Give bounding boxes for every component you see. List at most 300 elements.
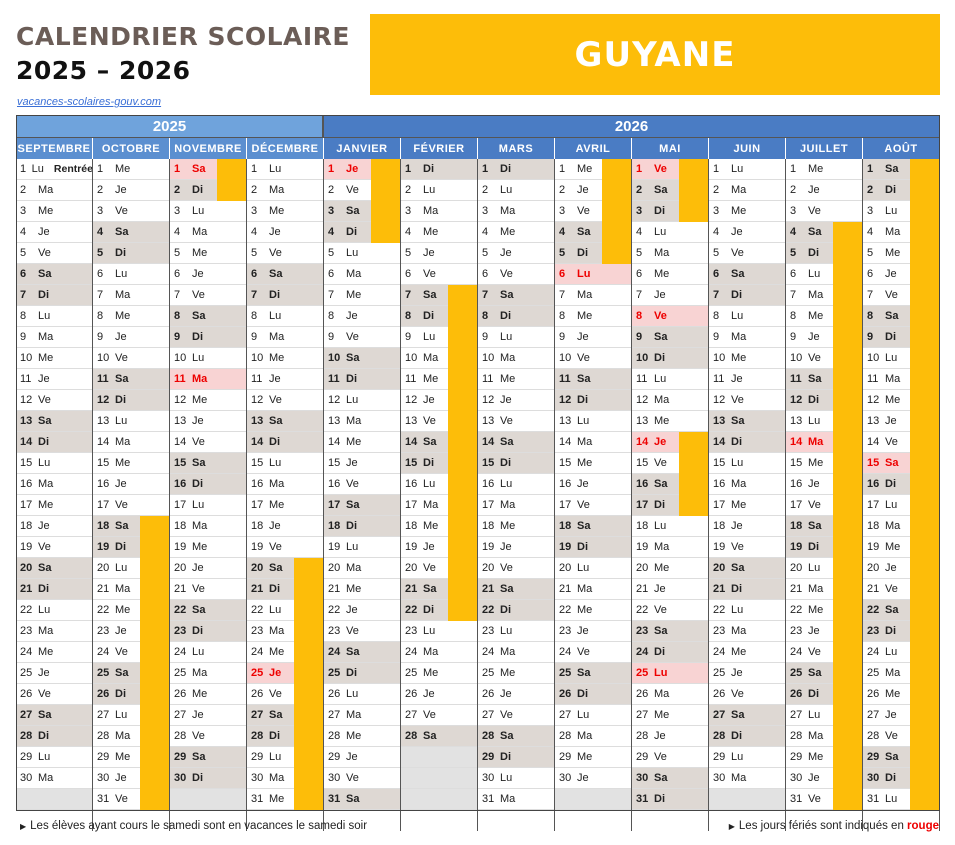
day-number: 9	[713, 331, 720, 343]
day-number: 14	[636, 436, 649, 448]
day-cell	[170, 327, 247, 348]
weekday-label: Di	[346, 667, 357, 679]
day-number: 21	[251, 583, 264, 595]
day-number: 14	[713, 436, 726, 448]
weekday-label: Di	[423, 457, 434, 469]
weekday-label: Me	[38, 205, 54, 217]
day-number: 27	[328, 709, 341, 721]
weekday-label: Sa	[577, 373, 591, 385]
day-cell	[324, 663, 401, 684]
weekday-label: Me	[192, 541, 208, 553]
day-number: 11	[559, 373, 571, 385]
weekday-label: Sa	[269, 709, 283, 721]
day-number: 17	[251, 499, 264, 511]
day-number: 27	[20, 709, 33, 721]
weekday-label: Ma	[269, 478, 285, 490]
weekday-label: Me	[115, 457, 131, 469]
day-number: 19	[867, 541, 880, 553]
day-number: 20	[790, 562, 803, 574]
weekday-label: Lu	[269, 163, 282, 175]
weekday-label: Lu	[885, 352, 898, 364]
day-number: 24	[251, 646, 264, 658]
day-cell	[632, 600, 709, 621]
day-cell	[324, 327, 401, 348]
day-cell	[247, 327, 324, 348]
day-number: 28	[405, 730, 418, 742]
day-cell	[247, 348, 324, 369]
day-cell	[324, 642, 401, 663]
day-number: 16	[559, 478, 572, 490]
weekday-label: Lu	[577, 709, 590, 721]
day-number: 1	[713, 163, 720, 175]
day-number: 17	[97, 499, 110, 511]
day-number: 22	[636, 604, 649, 616]
day-cell	[555, 684, 632, 705]
weekday-label: Me	[808, 310, 824, 322]
day-number: 16	[97, 478, 110, 490]
weekday-label: Je	[731, 520, 743, 532]
day-number: 23	[251, 625, 264, 637]
weekday-label: Di	[192, 184, 203, 196]
day-cell	[478, 243, 555, 264]
weekday-label: Me	[500, 373, 516, 385]
day-number: 18	[251, 520, 264, 532]
weekday-label: Lu	[885, 646, 898, 658]
day-cell	[632, 327, 709, 348]
day-cell	[170, 684, 247, 705]
weekday-label: Me	[269, 352, 285, 364]
weekday-label: Je	[654, 730, 666, 742]
day-cell	[555, 306, 632, 327]
day-cell	[555, 579, 632, 600]
month-column	[324, 138, 401, 810]
day-number: 29	[174, 751, 187, 763]
day-cell	[170, 285, 247, 306]
day-cell	[478, 789, 555, 810]
weekday-label: Sa	[577, 667, 591, 679]
weekday-label: Je	[885, 709, 897, 721]
weekday-label: Me	[115, 310, 131, 322]
weekday-label: Lu	[885, 793, 898, 805]
day-number: 25	[559, 667, 572, 679]
weekday-label: Sa	[731, 562, 745, 574]
day-cell	[16, 327, 93, 348]
weekday-label: Je	[577, 625, 589, 637]
weekday-label: Ve	[885, 583, 898, 595]
weekday-label: Di	[115, 394, 126, 406]
day-number: 11	[328, 373, 340, 385]
day-cell	[478, 516, 555, 537]
day-number: 11	[97, 373, 109, 385]
day-number: 17	[174, 499, 187, 511]
weekday-label: Me	[346, 730, 362, 742]
weekday-label: Sa	[192, 751, 206, 763]
day-number: 10	[97, 352, 110, 364]
weekday-label: Lu	[115, 562, 128, 574]
day-cell	[401, 159, 478, 180]
day-cell	[16, 411, 93, 432]
day-cell	[16, 558, 93, 579]
day-cell	[93, 369, 170, 390]
day-cell	[247, 243, 324, 264]
day-number: 25	[790, 667, 803, 679]
day-cell	[709, 558, 786, 579]
day-number: 6	[482, 268, 489, 280]
month-header: JUIN	[709, 138, 786, 159]
day-number: 12	[867, 394, 880, 406]
day-number: 4	[328, 226, 335, 238]
weekday-label: Sa	[38, 709, 52, 721]
day-cell	[170, 600, 247, 621]
weekday-label: Me	[654, 415, 670, 427]
weekday-label: Di	[500, 751, 511, 763]
day-cell	[170, 306, 247, 327]
weekday-label: Ve	[731, 688, 744, 700]
day-cell	[709, 348, 786, 369]
day-number: 8	[867, 310, 874, 322]
weekday-label: Me	[885, 688, 901, 700]
day-number: 27	[251, 709, 264, 721]
weekday-label: Ma	[423, 646, 439, 658]
day-number: 20	[328, 562, 341, 574]
day-number: 30	[559, 772, 572, 784]
weekday-label: Sa	[885, 163, 899, 175]
weekday-label: Sa	[500, 730, 514, 742]
day-number: 20	[405, 562, 418, 574]
day-number: 9	[559, 331, 566, 343]
weekday-label: Ve	[731, 541, 744, 553]
day-number: 18	[20, 520, 33, 532]
vacation-bar	[448, 285, 478, 621]
day-number: 10	[867, 352, 880, 364]
day-number: 24	[97, 646, 110, 658]
weekday-label: Lu	[346, 541, 359, 553]
weekday-label: Di	[654, 352, 665, 364]
day-number: 14	[790, 436, 803, 448]
weekday-label: Ma	[885, 667, 901, 679]
day-cell	[401, 264, 478, 285]
day-number: 18	[97, 520, 110, 532]
weekday-label: Je	[808, 184, 820, 196]
weekday-label: Ma	[269, 184, 285, 196]
day-number: 5	[482, 247, 489, 259]
weekday-label: Ve	[808, 646, 821, 658]
day-number: 27	[867, 709, 880, 721]
site-link[interactable]: vacances-scolaires-gouv.com	[17, 96, 162, 108]
weekday-label: Di	[500, 604, 511, 616]
day-cell	[324, 558, 401, 579]
weekday-label: Ma	[346, 562, 362, 574]
day-number: 16	[867, 478, 880, 490]
day-cell	[632, 348, 709, 369]
day-cell	[93, 432, 170, 453]
day-cell	[16, 306, 93, 327]
day-number: 19	[174, 541, 187, 553]
day-cell	[16, 495, 93, 516]
weekday-label: Me	[654, 562, 670, 574]
weekday-label: Je	[115, 331, 127, 343]
day-number: 6	[636, 268, 643, 280]
day-number: 12	[482, 394, 495, 406]
day-cell	[478, 306, 555, 327]
triangle-icon: ▶	[20, 822, 27, 831]
weekday-label: Je	[346, 163, 359, 175]
day-number: 19	[790, 541, 803, 553]
weekday-label: Ve	[115, 646, 128, 658]
weekday-label: Di	[731, 436, 742, 448]
weekday-label: Je	[577, 478, 589, 490]
month-header: JANVIER	[324, 138, 401, 159]
weekday-label: Me	[269, 205, 285, 217]
day-cell	[709, 642, 786, 663]
day-cell	[16, 684, 93, 705]
day-cell	[16, 453, 93, 474]
weekday-label: Me	[115, 751, 131, 763]
day-number: 2	[97, 184, 104, 196]
weekday-label: Sa	[731, 709, 745, 721]
weekday-label: Me	[38, 646, 54, 658]
weekday-label: Sa	[808, 373, 822, 385]
month-column	[863, 138, 940, 810]
day-number: 2	[482, 184, 489, 196]
day-cell	[16, 432, 93, 453]
day-number: 4	[251, 226, 258, 238]
day-cell	[709, 411, 786, 432]
day-number: 13	[867, 415, 880, 427]
day-number: 10	[713, 352, 726, 364]
day-number: 28	[482, 730, 495, 742]
day-number: 14	[328, 436, 341, 448]
weekday-label: Sa	[192, 163, 206, 175]
day-number: 18	[174, 520, 187, 532]
day-cell	[247, 495, 324, 516]
day-cell	[555, 621, 632, 642]
weekday-label: Lu	[192, 499, 205, 511]
day-number: 24	[328, 646, 341, 658]
month-column	[16, 138, 93, 810]
weekday-label: Di	[38, 289, 49, 301]
weekday-label: Di	[423, 163, 434, 175]
day-cell	[555, 600, 632, 621]
day-cell	[478, 642, 555, 663]
day-cell	[401, 663, 478, 684]
day-number: 15	[97, 457, 110, 469]
weekday-label: Lu	[885, 499, 898, 511]
day-cell	[632, 537, 709, 558]
day-number: 7	[20, 289, 27, 301]
weekday-label: Sa	[423, 583, 437, 595]
weekday-label: Lu	[808, 562, 821, 574]
weekday-label: Ve	[38, 688, 51, 700]
day-number: 2	[20, 184, 27, 196]
day-number: 3	[328, 205, 335, 217]
day-number: 25	[251, 667, 264, 679]
weekday-label: Ve	[38, 247, 51, 259]
day-cell	[709, 369, 786, 390]
day-number: 19	[713, 541, 726, 553]
day-cell	[709, 663, 786, 684]
weekday-label: Ma	[808, 436, 824, 448]
day-cell	[170, 495, 247, 516]
day-cell	[324, 432, 401, 453]
weekday-label: Ve	[654, 163, 667, 175]
day-number: 12	[328, 394, 341, 406]
day-cell	[16, 600, 93, 621]
day-cell	[16, 516, 93, 537]
weekday-label: Je	[654, 583, 666, 595]
weekday-label: Je	[346, 751, 358, 763]
weekday-label: Ve	[423, 709, 436, 721]
weekday-label: Lu	[38, 604, 51, 616]
weekday-label: Sa	[808, 520, 822, 532]
day-number: 23	[790, 625, 803, 637]
day-number: 13	[251, 415, 264, 427]
rentree-label: Rentrée	[53, 163, 93, 175]
day-cell	[93, 285, 170, 306]
day-cell	[247, 306, 324, 327]
weekday-label: Lu	[731, 751, 744, 763]
weekday-label: Di	[38, 583, 49, 595]
day-cell	[555, 264, 632, 285]
day-number: 19	[482, 541, 495, 553]
weekday-label: Sa	[115, 226, 129, 238]
weekday-label: Ma	[269, 331, 285, 343]
day-number: 3	[559, 205, 566, 217]
day-cell	[324, 600, 401, 621]
day-cell	[555, 474, 632, 495]
weekday-label: Ve	[577, 205, 590, 217]
day-number: 17	[867, 499, 880, 511]
day-number: 13	[713, 415, 726, 427]
day-number: 20	[20, 562, 33, 574]
day-number: 9	[636, 331, 643, 343]
day-cell	[478, 621, 555, 642]
day-number: 8	[636, 310, 643, 322]
day-number: 18	[713, 520, 726, 532]
weekday-label: Sa	[115, 667, 129, 679]
day-cell	[93, 180, 170, 201]
day-cell	[324, 621, 401, 642]
calendar-years: 2025 – 2026	[16, 56, 191, 85]
day-cell	[93, 327, 170, 348]
day-number: 25	[328, 667, 341, 679]
month-header: MAI	[632, 138, 709, 159]
day-cell	[632, 411, 709, 432]
day-number: 31	[97, 793, 110, 805]
day-cell	[93, 453, 170, 474]
day-number: 12	[405, 394, 418, 406]
weekday-label: Ma	[577, 583, 593, 595]
day-number: 14	[559, 436, 572, 448]
weekday-label: Lu	[808, 415, 821, 427]
weekday-label: Ma	[115, 436, 131, 448]
weekday-label: Sa	[423, 436, 437, 448]
day-cell	[555, 537, 632, 558]
weekday-label: Me	[500, 520, 516, 532]
day-number: 21	[20, 583, 33, 595]
weekday-label: Ve	[115, 793, 128, 805]
weekday-label: Lu	[192, 646, 205, 658]
weekday-label: Sa	[38, 562, 52, 574]
day-number: 29	[790, 751, 803, 763]
day-cell	[401, 180, 478, 201]
day-number: 22	[867, 604, 880, 616]
day-number: 14	[251, 436, 264, 448]
day-cell	[555, 495, 632, 516]
weekday-label: Me	[577, 310, 593, 322]
weekday-label: Je	[423, 688, 435, 700]
weekday-label: Je	[269, 373, 281, 385]
day-cell	[247, 390, 324, 411]
day-cell	[709, 201, 786, 222]
weekday-label: Ve	[269, 394, 282, 406]
day-number: 12	[20, 394, 33, 406]
day-cell	[555, 726, 632, 747]
holiday-color-word: rouge	[907, 820, 939, 832]
day-cell	[170, 390, 247, 411]
day-number: 28	[559, 730, 572, 742]
weekday-label: Me	[808, 751, 824, 763]
weekday-label: Ve	[423, 268, 436, 280]
day-cell	[709, 747, 786, 768]
day-cell	[170, 705, 247, 726]
day-number: 31	[790, 793, 803, 805]
empty-day-cell	[709, 789, 786, 810]
day-number: 15	[251, 457, 264, 469]
weekday-label: Ma	[269, 772, 285, 784]
weekday-label: Di	[885, 478, 896, 490]
day-cell	[93, 243, 170, 264]
day-cell	[324, 684, 401, 705]
weekday-label: Lu	[808, 268, 821, 280]
weekday-label: Lu	[731, 604, 744, 616]
weekday-label: Lu	[38, 310, 51, 322]
day-number: 15	[482, 457, 495, 469]
day-cell	[478, 474, 555, 495]
day-number: 21	[405, 583, 418, 595]
day-number: 23	[174, 625, 187, 637]
day-number: 18	[790, 520, 803, 532]
day-number: 15	[328, 457, 341, 469]
day-cell	[401, 243, 478, 264]
weekday-label: Ma	[731, 331, 747, 343]
day-number: 16	[482, 478, 495, 490]
weekday-label: Je	[115, 625, 127, 637]
day-cell	[401, 684, 478, 705]
weekday-label: Ma	[115, 289, 131, 301]
day-number: 28	[790, 730, 803, 742]
day-number: 12	[636, 394, 649, 406]
weekday-label: Di	[115, 247, 126, 259]
day-cell	[555, 285, 632, 306]
day-number: 4	[405, 226, 412, 238]
day-number: 6	[405, 268, 412, 280]
vacation-bar	[910, 159, 940, 810]
weekday-label: Di	[731, 730, 742, 742]
vacation-bar	[140, 516, 170, 810]
day-cell	[247, 537, 324, 558]
day-number: 5	[405, 247, 412, 259]
day-cell	[555, 558, 632, 579]
day-number: 29	[97, 751, 110, 763]
weekday-label: Je	[500, 541, 512, 553]
day-cell	[170, 222, 247, 243]
weekday-label: Je	[885, 562, 897, 574]
day-cell	[632, 516, 709, 537]
day-number: 28	[867, 730, 880, 742]
weekday-label: Ma	[654, 541, 670, 553]
day-number: 3	[790, 205, 797, 217]
